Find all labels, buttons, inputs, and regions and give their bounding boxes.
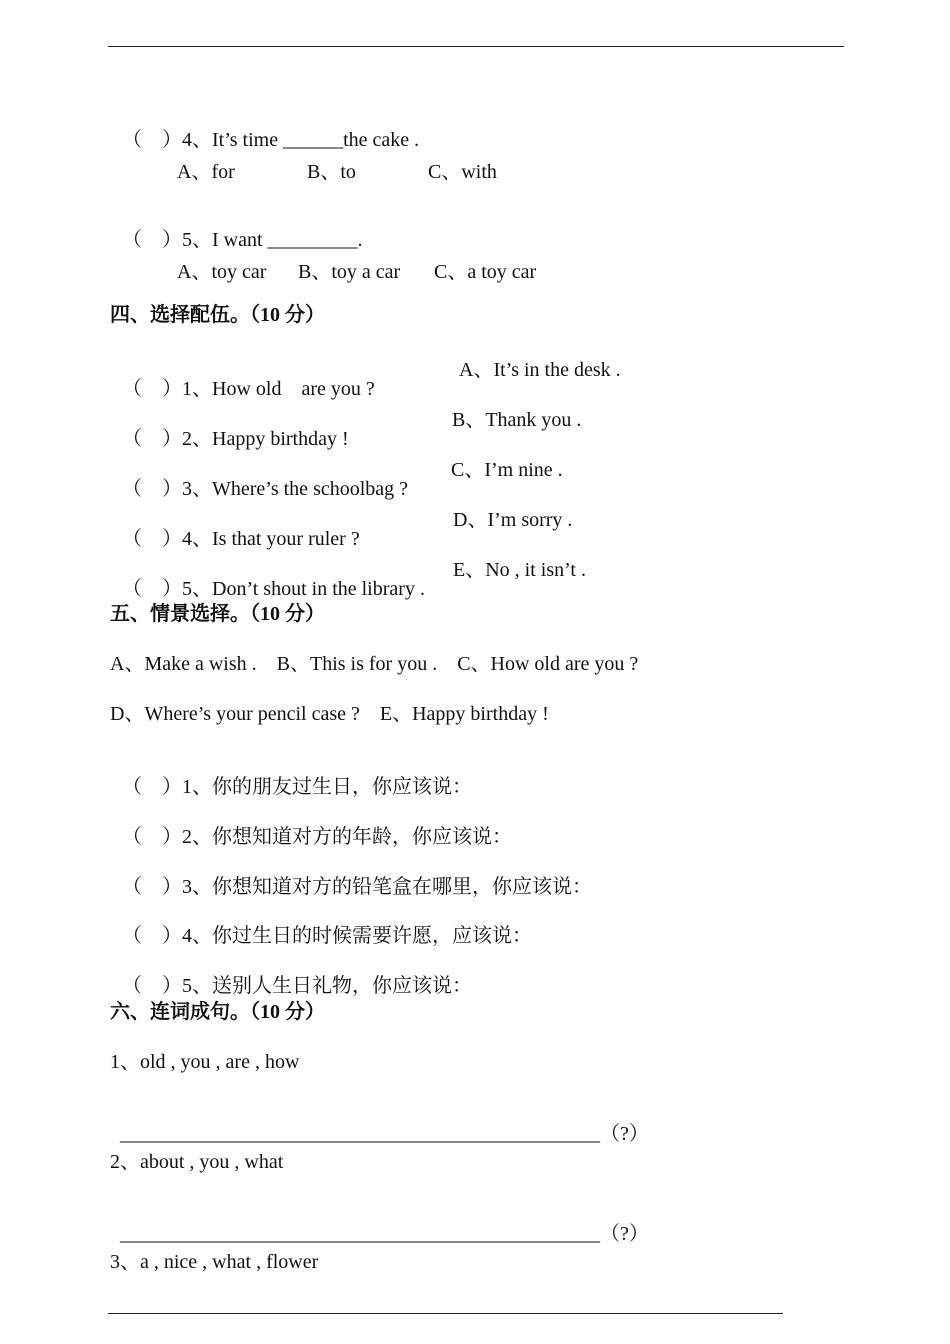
situation-item-2 (112, 801, 512, 849)
answer-bracket[interactable]: （ ） (122, 975, 182, 997)
option-b: B、toy a car (298, 261, 401, 283)
answer-bracket[interactable]: （ ） (122, 129, 182, 151)
scrambled-words-1: 1、old , you , are , how (110, 1051, 300, 1073)
section5-heading: 五、情景选择。（10 分） (110, 603, 325, 625)
option-c: C、with (428, 161, 497, 183)
situation-item-1 (112, 751, 472, 799)
match-question: 5、Don’t shout in the library . (182, 578, 425, 600)
question-text: 5、I want _________. (182, 229, 363, 251)
answer-line[interactable]: ________________________________________________ (120, 1123, 600, 1145)
answer-bracket[interactable]: （ ） (122, 528, 182, 550)
answer-bracket[interactable]: （ ） (122, 378, 182, 400)
situation-item-3 (112, 851, 592, 899)
match-question: 2、Happy birthday ! (182, 428, 349, 450)
answer-bracket[interactable]: （ ） (122, 428, 182, 450)
answer-bracket[interactable]: （ ） (122, 478, 182, 500)
match-item-4 (112, 503, 360, 551)
situation-item-5 (112, 950, 472, 998)
situation-text: 1、你的朋友过生日，你应该说： (182, 776, 472, 798)
answer-bracket[interactable]: （ ） (122, 776, 182, 798)
answer-line[interactable]: ________________________________________________ (120, 1223, 600, 1245)
answer-bracket[interactable]: （ ） (122, 876, 182, 898)
answer-blank-1[interactable] (110, 1098, 649, 1146)
question-mark: （?） (600, 1223, 649, 1245)
match-answer: A、It’s in the desk . (459, 359, 621, 381)
question-5 (112, 204, 363, 252)
match-answer: B、Thank you . (452, 409, 582, 431)
situation-item-4 (112, 900, 532, 948)
situation-options-1: A、Make a wish . B、This is for you . C、How old are you ? (110, 653, 639, 675)
answer-line-3[interactable] (108, 1313, 783, 1314)
answer-bracket[interactable]: （ ） (122, 229, 182, 251)
section4-heading: 四、选择配伍。（10 分） (110, 304, 325, 326)
question-mark: （?） (600, 1123, 649, 1145)
match-item-2 (112, 403, 349, 451)
scrambled-words-3: 3、a , nice , what , flower (110, 1251, 319, 1273)
situation-text: 5、送别人生日礼物，你应该说： (182, 975, 472, 997)
match-answer: E、No , it isn’t . (453, 559, 586, 581)
option-b: B、to (307, 161, 356, 183)
match-question: 3、Where’s the schoolbag ? (182, 478, 409, 500)
match-question: 1、How old are you ? (182, 378, 375, 400)
answer-bracket[interactable]: （ ） (122, 578, 182, 600)
match-item-5 (112, 553, 425, 601)
situation-options-2: D、Where’s your pencil case ? E、Happy birthday ! (110, 703, 549, 725)
match-item-1 (112, 353, 375, 401)
match-answer: D、I’m sorry . (453, 509, 573, 531)
answer-bracket[interactable]: （ ） (122, 826, 182, 848)
option-a: A、for (177, 161, 235, 183)
question-text: 4、It’s time ______the cake . (182, 129, 420, 151)
situation-text: 3、你想知道对方的铅笔盒在哪里，你应该说： (182, 876, 592, 898)
situation-text: 2、你想知道对方的年龄，你应该说： (182, 826, 512, 848)
situation-text: 4、你过生日的时候需要许愿，应该说： (182, 925, 532, 947)
match-question: 4、Is that your ruler ? (182, 528, 360, 550)
question-4 (112, 104, 419, 152)
answer-blank-2[interactable] (110, 1198, 649, 1246)
scrambled-words-2: 2、about , you , what (110, 1151, 284, 1173)
answer-bracket[interactable]: （ ） (122, 925, 182, 947)
option-c: C、a toy car (434, 261, 537, 283)
match-answer: C、I’m nine . (451, 459, 563, 481)
section6-heading: 六、连词成句。（10 分） (110, 1001, 325, 1023)
header-rule (108, 46, 844, 47)
match-item-3 (112, 453, 408, 501)
option-a: A、toy car (177, 261, 267, 283)
